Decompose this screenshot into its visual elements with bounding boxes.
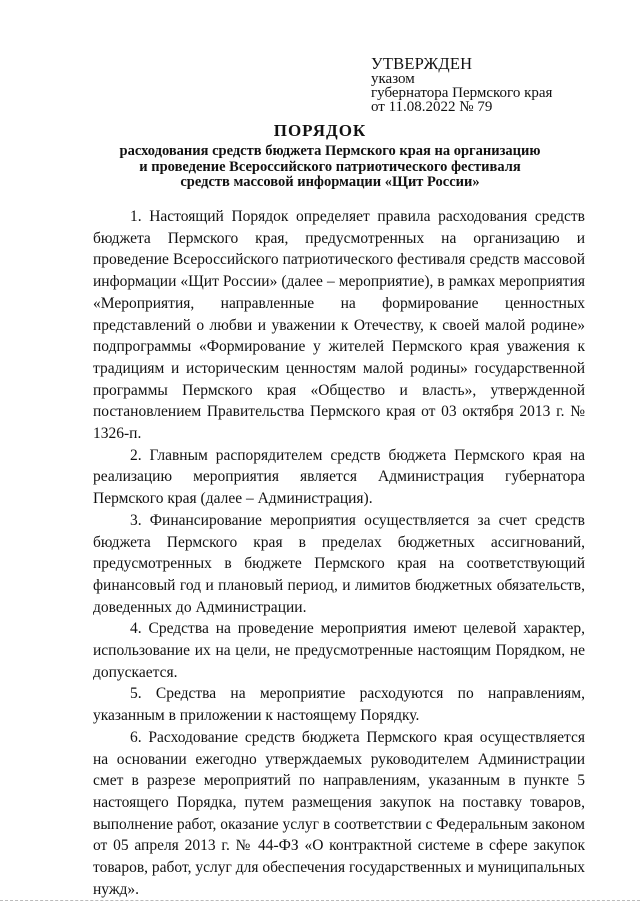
document-title: ПОРЯДОК <box>273 121 367 140</box>
approval-block <box>371 55 552 114</box>
subtitle-line: расходования средств бюджета Пермского края на организацию <box>119 143 541 159</box>
approval-issuer: губернатора Пермского края <box>371 85 553 101</box>
approval-stamp: УТВЕРЖДЕН <box>371 54 473 73</box>
paragraph-1: 1. Настоящий Порядок определяет правила расходования средств бюджета Пермского края, предусмотренных на организацию и проведение Всероссийского патриотического фестиваля средств массовой информации «Щит России» (далее – мероприятие), в рамках мероприятия «Мероприятия, направленные на формирование ценностных представлений о любви и уважении к Отечеству, к своей малой родине» подпрограммы «Формирование у жителей Пермского края уважения к традициям и историческим ценностям малой родины» государственной программы Пермского края «Общество и власть», утвержденной постановлением Правительства Пермского края от 03 октября 2013 г. № 1326-п. <box>93 208 585 443</box>
document-subtitle <box>80 144 580 191</box>
document-body <box>93 206 585 901</box>
paragraph-3: 3. Финансирование мероприятия осуществляется за счет средств бюджета Пермского края в пределах бюджетных ассигнований, предусмотренных в бюджете Пермского края на соответствующий финансовый год и плановый период, и лимитов бюджетных обязательств, доведенных до Администрации. <box>93 511 585 616</box>
subtitle-line: средств массовой информации «Щит России» <box>180 174 480 190</box>
subtitle-line: и проведение Всероссийского патриотического фестиваля <box>139 158 521 175</box>
paragraph-5: 5. Средства на мероприятие расходуются по направлениям, указанным в приложении к настоящему Порядку. <box>93 685 585 725</box>
paragraph-6: 6. Расходование средств бюджета Пермского края осуществляется на основании ежегодно утверждаемых руководителем Администрации смет в разрезе мероприятий по направлениям, указанным в пункте 5 настоящего Порядка, путем размещения закупок на поставку товаров, выполнение работ, оказание услуг в соответствии с Федеральным законом от 05 апреля 2013 г. № 44-ФЗ «О контрактной системе в сфере закупок товаров, работ, услуг для обеспечения государственных и муниципальных нужд». <box>93 728 585 898</box>
page-bottom-divider <box>0 900 640 901</box>
approval-date-number: от 11.08.2022 № 79 <box>371 99 493 115</box>
paragraph-4: 4. Средства на проведение мероприятия имеют целевой характер, использование их на цели, не предусмотренные настоящим Порядком, не допускается. <box>93 620 585 681</box>
approval-decree: указом <box>371 71 415 87</box>
paragraph-2: 2. Главным распорядителем средств бюджета Пермского края на реализацию мероприятия является Администрация губернатора Пермского края (далее – Администрация). <box>93 446 585 508</box>
